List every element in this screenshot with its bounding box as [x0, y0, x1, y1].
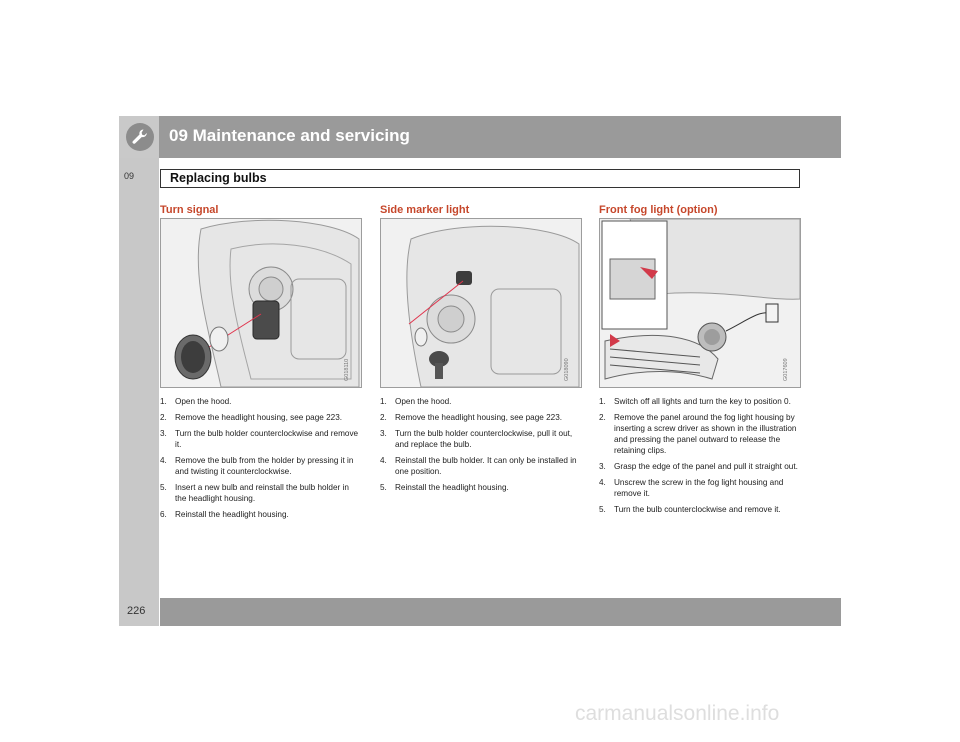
section-title-box: [160, 169, 800, 188]
step-item: 1. Open the hood.: [380, 397, 452, 406]
side-marker-heading: Side marker light: [380, 204, 470, 216]
fog-light-steps: [599, 396, 799, 515]
step-item: 2. Remove the headlight housing, see page 223.: [160, 413, 343, 422]
turn-signal-image-code: G018110: [344, 358, 350, 381]
wrench-icon: [126, 123, 154, 151]
step-item: 5. Turn the bulb counterclockwise and remove it.: [599, 505, 781, 514]
side-marker-illustration: [380, 218, 582, 388]
turn-signal-illustration: [160, 218, 362, 388]
side-marker-image-code: G018090: [564, 358, 570, 381]
step-item: 4. Reinstall the bulb holder. It can only be installed in one position.: [380, 456, 577, 476]
step-item: 6. Reinstall the headlight housing.: [160, 510, 289, 519]
step-item: 3. Turn the bulb holder counterclockwise, pull it out, and replace the bulb.: [380, 429, 573, 449]
step-item: 5. Insert a new bulb and reinstall the bulb holder in the headlight housing.: [160, 483, 349, 503]
step-item: 2. Remove the headlight housing, see page 223.: [380, 413, 563, 422]
step-item: 5. Reinstall the headlight housing.: [380, 483, 509, 492]
side-marker-steps: [380, 396, 580, 493]
column-turn-signal: [160, 204, 360, 525]
page-number: 226: [127, 605, 146, 617]
turn-signal-steps: [160, 396, 360, 520]
turn-signal-heading: Turn signal: [160, 204, 219, 216]
step-item: 3. Turn the bulb holder counterclockwise and remove it.: [160, 429, 359, 449]
step-item: 2. Remove the panel around the fog light housing by inserting a screw driver as shown in the illustration and pressing the panel outward to release the retaining clips.: [599, 413, 797, 455]
fog-light-illustration: [599, 218, 801, 388]
section-title: Replacing bulbs: [170, 171, 267, 185]
step-item: 4. Remove the bulb from the holder by pressing it in and twisting it counterclockwise.: [160, 456, 354, 476]
column-fog-light: [599, 204, 799, 520]
watermark: carmanualsonline.info: [575, 702, 780, 725]
step-item: 4. Unscrew the screw in the fog light housing and remove it.: [599, 478, 784, 498]
step-item: 1. Open the hood.: [160, 397, 232, 406]
chapter-title: 09 Maintenance and servicing: [169, 126, 410, 145]
chapter-side-tab: [119, 158, 159, 598]
step-item: 1. Switch off all lights and turn the key to position 0.: [599, 397, 791, 406]
chapter-tab-number: 09: [124, 171, 135, 181]
footer-bar: [160, 598, 841, 626]
fog-light-image-code: G017609: [783, 358, 789, 381]
column-side-marker: [380, 204, 580, 498]
fog-light-heading: Front fog light (option): [599, 204, 718, 216]
step-item: 3. Grasp the edge of the panel and pull it straight out.: [599, 462, 798, 471]
